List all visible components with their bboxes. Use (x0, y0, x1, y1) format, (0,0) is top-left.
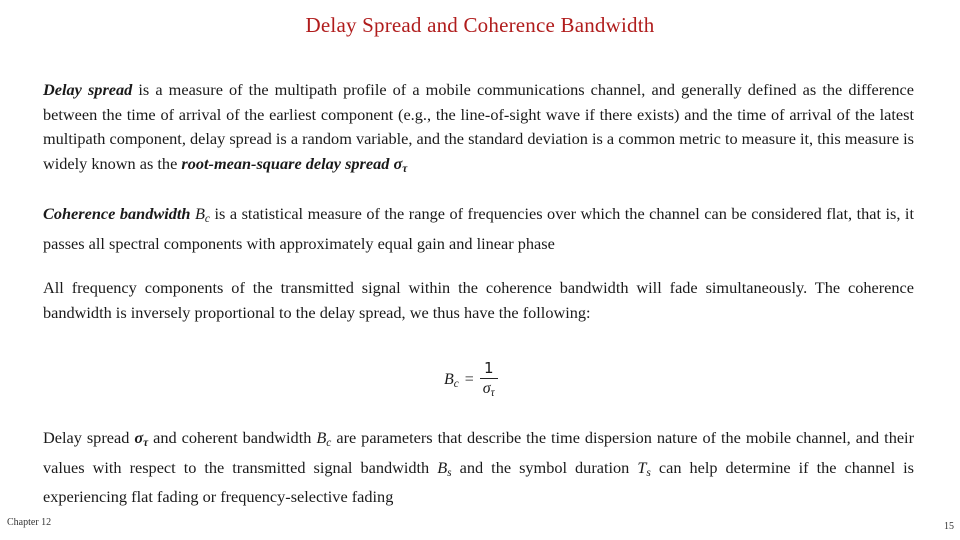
formula-fraction (480, 359, 498, 402)
term-coherence-bandwidth: Coherence bandwidth (43, 204, 191, 223)
tau-subscript: τ (402, 162, 408, 175)
formula-lhs: $B_c$ (444, 370, 459, 390)
paragraph-text: is a statistical measure of the range of frequencies over which the channel can be considered flat, that is, it passes all spectral components with approximately equal gain and linear phase (43, 204, 914, 253)
coherence-bandwidth-formula (444, 355, 498, 405)
fraction-bar (480, 378, 498, 379)
bc-symbol: B (194, 204, 205, 223)
term-rms-delay-spread: root-mean-square delay spread (181, 153, 390, 173)
ts-symbol: T (637, 457, 647, 477)
paragraph-parameters: Delay spread $\sigma_\tau$ and coherent bandwidth $B_c$ are parameters that describe the time dispersion nature of the mobile channel, and their values with respect to the transmitted signal bandwidth $B_s$ and the symbol duration $T_s$ can help determine if the channel is experiencing flat fading or frequency-selective fading (43, 428, 915, 507)
page-number: 15 (944, 521, 954, 532)
sigma-symbol: σ (134, 428, 144, 447)
bs-symbol: B (437, 457, 448, 477)
term-delay-spread: Delay spread (43, 80, 133, 99)
footer-chapter: Chapter 12 (7, 517, 52, 528)
slide-title: Delay Spread and Coherence Bandwidth (305, 13, 655, 37)
bc-symbol: B (316, 428, 327, 447)
paragraph-delay-spread (43, 78, 914, 181)
formula-equals: = (464, 371, 474, 388)
paragraph-coherence-bandwidth (43, 202, 914, 256)
bc-subscript: c (204, 213, 210, 225)
paragraph-fade: All frequency components of the transmitted signal within the coherence bandwidth will fade simultaneously. The coherence bandwidth is inversely proportional to the delay spread, we thus have the following: (43, 278, 914, 322)
formula-denominator: $\sigma_\tau$ (482, 379, 495, 399)
formula-numerator: 1 (483, 358, 494, 377)
paragraph-text: is a measure of the multipath profile of a mobile communications channel, and generally defined as the difference between the time of arrival of the earliest component (e.g., the line-of-sight wave if there exists) and the time of arrival of the latest multipath component, delay spread is a random variable, and the standard deviation is a common metric to measure it, this measure is widely known as the (43, 80, 915, 173)
sigma-symbol: σ (393, 153, 403, 173)
